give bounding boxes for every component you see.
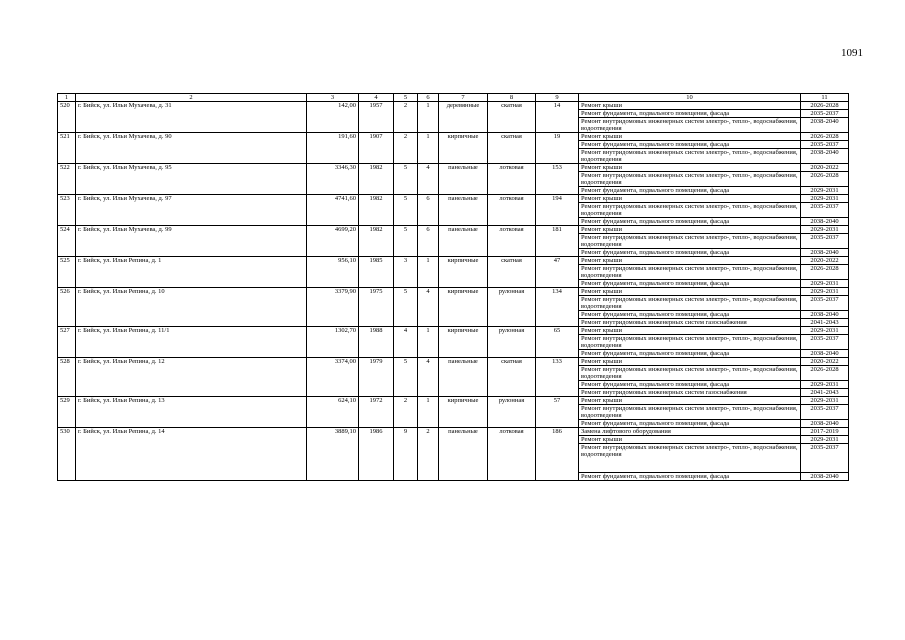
area-cell: 4741,60 xyxy=(307,195,359,226)
work-period-cell: 2026-2028 xyxy=(801,265,849,280)
floors-cell: 5 xyxy=(394,164,418,195)
area-cell: 1302,70 xyxy=(307,327,359,358)
work-type-cell: Ремонт крыши xyxy=(579,226,801,234)
area-cell: 142,00 xyxy=(307,102,359,133)
wall-material-cell: кирпичные xyxy=(439,327,488,358)
roof-type-cell: лотковая xyxy=(488,226,536,257)
table-row xyxy=(58,288,849,296)
work-period-cell: 2026-2028 xyxy=(801,133,849,141)
area-cell: 3346,30 xyxy=(307,164,359,195)
column-header: 7 xyxy=(439,94,488,102)
column-header: 8 xyxy=(488,94,536,102)
address-cell: г. Бийск, ул. Ильи Репина, д. 12 xyxy=(76,358,307,397)
column-header: 4 xyxy=(359,94,394,102)
work-type-cell: Ремонт фундамента, подвального помещения, фасада xyxy=(579,350,801,358)
work-period-cell: 2035-2037 xyxy=(801,296,849,311)
work-type-cell: Ремонт внутридомовых инженерных систем газоснабжения xyxy=(579,319,801,327)
work-period-cell: 2035-2037 xyxy=(801,110,849,118)
work-period-cell: 2029-2031 xyxy=(801,381,849,389)
area-cell: 3889,10 xyxy=(307,428,359,481)
work-type-cell: Ремонт фундамента, подвального помещения, фасада xyxy=(579,420,801,428)
year-built-cell: 1979 xyxy=(359,358,394,397)
column-header: 3 xyxy=(307,94,359,102)
table-row xyxy=(58,164,849,172)
work-type-cell: Ремонт внутридомовых инженерных систем электро-, тепло-, водоснабжения, водоотведения xyxy=(579,405,801,420)
work-period-cell: 2029-2031 xyxy=(801,187,849,195)
entrances-cell: 4 xyxy=(418,164,439,195)
residents-cell: 181 xyxy=(536,226,579,257)
floors-cell: 5 xyxy=(394,226,418,257)
work-period-cell: 2020-2022 xyxy=(801,358,849,366)
entrances-cell: 1 xyxy=(418,257,439,288)
table-row xyxy=(58,327,849,335)
entrances-cell: 1 xyxy=(418,133,439,164)
wall-material-cell: панельные xyxy=(439,195,488,226)
address-cell: г. Бийск, ул. Ильи Мухачева, д. 95 xyxy=(76,164,307,195)
work-period-cell: 2026-2028 xyxy=(801,172,849,187)
building-number-cell: 528 xyxy=(58,358,76,397)
floors-cell: 3 xyxy=(394,257,418,288)
work-type-cell: Ремонт фундамента, подвального помещения, фасада xyxy=(579,187,801,195)
work-type-cell: Ремонт внутридомовых инженерных систем электро-, тепло-, водоснабжения, водоотведения xyxy=(579,118,801,133)
wall-material-cell: панельные xyxy=(439,164,488,195)
floors-cell: 2 xyxy=(394,102,418,133)
year-built-cell: 1957 xyxy=(359,102,394,133)
work-period-cell: 2035-2037 xyxy=(801,141,849,149)
work-type-cell: Замена лифтового оборудования xyxy=(579,428,801,436)
table-row xyxy=(58,102,849,110)
work-period-cell: 2029-2031 xyxy=(801,397,849,405)
work-type-cell: Ремонт крыши xyxy=(579,133,801,141)
floors-cell: 2 xyxy=(394,397,418,428)
work-period-cell: 2038-2040 xyxy=(801,218,849,226)
building-number-cell: 522 xyxy=(58,164,76,195)
work-type-cell: Ремонт фундамента, подвального помещения, фасада xyxy=(579,381,801,389)
entrances-cell: 6 xyxy=(418,226,439,257)
work-period-cell: 2020-2022 xyxy=(801,257,849,265)
address-cell: г. Бийск, ул. Ильи Репина, д. 10 xyxy=(76,288,307,327)
entrances-cell: 1 xyxy=(418,327,439,358)
work-period-cell: 2026-2028 xyxy=(801,366,849,381)
floors-cell: 9 xyxy=(394,428,418,481)
floors-cell: 5 xyxy=(394,195,418,226)
year-built-cell: 1972 xyxy=(359,397,394,428)
year-built-cell: 1982 xyxy=(359,226,394,257)
column-header: 2 xyxy=(76,94,307,102)
work-type-cell: Ремонт фундамента, подвального помещения, фасада xyxy=(579,249,801,257)
building-number-cell: 523 xyxy=(58,195,76,226)
wall-material-cell: панельные xyxy=(439,358,488,397)
residents-cell: 194 xyxy=(536,195,579,226)
year-built-cell: 1982 xyxy=(359,195,394,226)
work-period-cell: 2020-2022 xyxy=(801,164,849,172)
table-row xyxy=(58,397,849,405)
residents-cell: 65 xyxy=(536,327,579,358)
roof-type-cell: рулонная xyxy=(488,397,536,428)
work-type-cell: Ремонт внутридомовых инженерных систем электро-, тепло-, водоснабжения, водоотведения xyxy=(579,296,801,311)
work-type-cell: Ремонт внутридомовых инженерных систем электро-, тепло-, водоснабжения, водоотведения xyxy=(579,203,801,218)
work-period-cell: 2029-2031 xyxy=(801,280,849,288)
work-period-cell: 2017-2019 xyxy=(801,428,849,436)
work-period-cell: 2035-2037 xyxy=(801,234,849,249)
residents-cell: 133 xyxy=(536,358,579,397)
address-cell: г. Бийск, ул. Ильи Репина, д. 1 xyxy=(76,257,307,288)
work-type-cell: Ремонт внутридомовых инженерных систем электро-, тепло-, водоснабжения, водоотведения xyxy=(579,265,801,280)
residents-cell: 19 xyxy=(536,133,579,164)
area-cell: 3374,00 xyxy=(307,358,359,397)
roof-type-cell: лотковая xyxy=(488,428,536,481)
column-header: 11 xyxy=(801,94,849,102)
wall-material-cell: кирпичные xyxy=(439,133,488,164)
work-period-cell: 2029-2031 xyxy=(801,288,849,296)
entrances-cell: 1 xyxy=(418,397,439,428)
entrances-cell: 2 xyxy=(418,428,439,481)
work-period-cell: 2035-2037 xyxy=(801,444,849,473)
work-period-cell: 2038-2040 xyxy=(801,473,849,481)
work-period-cell: 2041-2043 xyxy=(801,389,849,397)
year-built-cell: 1907 xyxy=(359,133,394,164)
work-type-cell: Ремонт крыши xyxy=(579,436,801,444)
table-row xyxy=(58,257,849,265)
page-number: 1091 xyxy=(841,47,863,59)
work-type-cell: Ремонт внутридомовых инженерных систем электро-, тепло-, водоснабжения, водоотведения xyxy=(579,335,801,350)
floors-cell: 5 xyxy=(394,288,418,327)
work-type-cell: Ремонт крыши xyxy=(579,397,801,405)
work-period-cell: 2038-2040 xyxy=(801,311,849,319)
work-period-cell: 2035-2037 xyxy=(801,335,849,350)
building-number-cell: 529 xyxy=(58,397,76,428)
work-type-cell: Ремонт фундамента, подвального помещения, фасада xyxy=(579,311,801,319)
work-type-cell: Ремонт внутридомовых инженерных систем электро-, тепло-, водоснабжения, водоотведения xyxy=(579,234,801,249)
work-type-cell: Ремонт внутридомовых инженерных систем электро-, тепло-, водоснабжения, водоотведения xyxy=(579,366,801,381)
work-period-cell: 2026-2028 xyxy=(801,102,849,110)
work-period-cell: 2029-2031 xyxy=(801,195,849,203)
work-period-cell: 2035-2037 xyxy=(801,203,849,218)
roof-type-cell: скатная xyxy=(488,257,536,288)
area-cell: 4699,20 xyxy=(307,226,359,257)
building-number-cell: 526 xyxy=(58,288,76,327)
work-type-cell: Ремонт фундамента, подвального помещения, фасада xyxy=(579,473,801,481)
work-type-cell: Ремонт внутридомовых инженерных систем электро-, тепло-, водоснабжения, водоотведения xyxy=(579,149,801,164)
work-type-cell: Ремонт внутридомовых инженерных систем электро-, тепло-, водоснабжения, водоотведения xyxy=(579,172,801,187)
address-cell: г. Бийск, ул. Ильи Мухачева, д. 99 xyxy=(76,226,307,257)
floors-cell: 4 xyxy=(394,327,418,358)
wall-material-cell: панельные xyxy=(439,226,488,257)
table-row xyxy=(58,428,849,436)
work-type-cell: Ремонт фундамента, подвального помещения, фасада xyxy=(579,141,801,149)
work-period-cell: 2029-2031 xyxy=(801,327,849,335)
roof-type-cell: скатная xyxy=(488,133,536,164)
year-built-cell: 1975 xyxy=(359,288,394,327)
housing-repair-register-table xyxy=(57,93,849,481)
year-built-cell: 1988 xyxy=(359,327,394,358)
area-cell: 956,10 xyxy=(307,257,359,288)
work-type-cell: Ремонт крыши xyxy=(579,257,801,265)
address-cell: г. Бийск, ул. Ильи Мухачева, д. 97 xyxy=(76,195,307,226)
column-header: 5 xyxy=(394,94,418,102)
work-type-cell: Ремонт крыши xyxy=(579,164,801,172)
residents-cell: 186 xyxy=(536,428,579,481)
work-type-cell: Ремонт внутридомовых инженерных систем газоснабжения xyxy=(579,389,801,397)
building-number-cell: 521 xyxy=(58,133,76,164)
building-number-cell: 530 xyxy=(58,428,76,481)
work-period-cell: 2035-2037 xyxy=(801,405,849,420)
floors-cell: 5 xyxy=(394,358,418,397)
roof-type-cell: лотковая xyxy=(488,195,536,226)
entrances-cell: 4 xyxy=(418,288,439,327)
residents-cell: 153 xyxy=(536,164,579,195)
address-cell: г. Бийск, ул. Ильи Мухачева, д. 31 xyxy=(76,102,307,133)
area-cell: 191,60 xyxy=(307,133,359,164)
work-type-cell: Ремонт крыши xyxy=(579,358,801,366)
year-built-cell: 1985 xyxy=(359,257,394,288)
table-row xyxy=(58,226,849,234)
work-type-cell: Ремонт фундамента, подвального помещения, фасада xyxy=(579,280,801,288)
roof-type-cell: скатная xyxy=(488,358,536,397)
table-header xyxy=(58,94,849,102)
roof-type-cell: рулонная xyxy=(488,327,536,358)
work-period-cell: 2038-2040 xyxy=(801,350,849,358)
table-row xyxy=(58,358,849,366)
work-type-cell: Ремонт фундамента, подвального помещения, фасада xyxy=(579,218,801,226)
area-cell: 3379,90 xyxy=(307,288,359,327)
table-row xyxy=(58,195,849,203)
address-cell: г. Бийск, ул. Ильи Репина, д. 13 xyxy=(76,397,307,428)
column-header: 9 xyxy=(536,94,579,102)
floors-cell: 2 xyxy=(394,133,418,164)
wall-material-cell: кирпичные xyxy=(439,397,488,428)
wall-material-cell: панельные xyxy=(439,428,488,481)
address-cell: г. Бийск, ул. Ильи Репина, д. 14 xyxy=(76,428,307,481)
residents-cell: 134 xyxy=(536,288,579,327)
work-period-cell: 2038-2040 xyxy=(801,118,849,133)
residents-cell: 14 xyxy=(536,102,579,133)
work-type-cell: Ремонт крыши xyxy=(579,327,801,335)
work-period-cell: 2029-2031 xyxy=(801,226,849,234)
building-number-cell: 527 xyxy=(58,327,76,358)
building-number-cell: 520 xyxy=(58,102,76,133)
work-period-cell: 2041-2043 xyxy=(801,319,849,327)
entrances-cell: 4 xyxy=(418,358,439,397)
address-cell: г. Бийск, ул. Ильи Репина, д. 11/1 xyxy=(76,327,307,358)
work-type-cell: Ремонт фундамента, подвального помещения, фасада xyxy=(579,110,801,118)
building-number-cell: 525 xyxy=(58,257,76,288)
work-type-cell: Ремонт крыши xyxy=(579,195,801,203)
column-header: 6 xyxy=(418,94,439,102)
address-cell: г. Бийск, ул. Ильи Мухачева, д. 90 xyxy=(76,133,307,164)
work-type-cell: Ремонт внутридомовых инженерных систем электро-, тепло-, водоснабжения, водоотведения xyxy=(579,444,801,473)
building-number-cell: 524 xyxy=(58,226,76,257)
entrances-cell: 6 xyxy=(418,195,439,226)
residents-cell: 57 xyxy=(536,397,579,428)
column-header: 10 xyxy=(579,94,801,102)
roof-type-cell: скатная xyxy=(488,102,536,133)
year-built-cell: 1982 xyxy=(359,164,394,195)
wall-material-cell: деревянные xyxy=(439,102,488,133)
work-period-cell: 2038-2040 xyxy=(801,249,849,257)
area-cell: 624,10 xyxy=(307,397,359,428)
work-period-cell: 2038-2040 xyxy=(801,149,849,164)
table-row xyxy=(58,133,849,141)
wall-material-cell: кирпичные xyxy=(439,257,488,288)
work-type-cell: Ремонт крыши xyxy=(579,102,801,110)
year-built-cell: 1986 xyxy=(359,428,394,481)
roof-type-cell: рулонная xyxy=(488,288,536,327)
residents-cell: 47 xyxy=(536,257,579,288)
entrances-cell: 1 xyxy=(418,102,439,133)
work-type-cell: Ремонт крыши xyxy=(579,288,801,296)
work-period-cell: 2029-2031 xyxy=(801,436,849,444)
wall-material-cell: кирпичные xyxy=(439,288,488,327)
column-header: 1 xyxy=(58,94,76,102)
table-body xyxy=(58,102,849,481)
work-period-cell: 2038-2040 xyxy=(801,420,849,428)
roof-type-cell: лотковая xyxy=(488,164,536,195)
